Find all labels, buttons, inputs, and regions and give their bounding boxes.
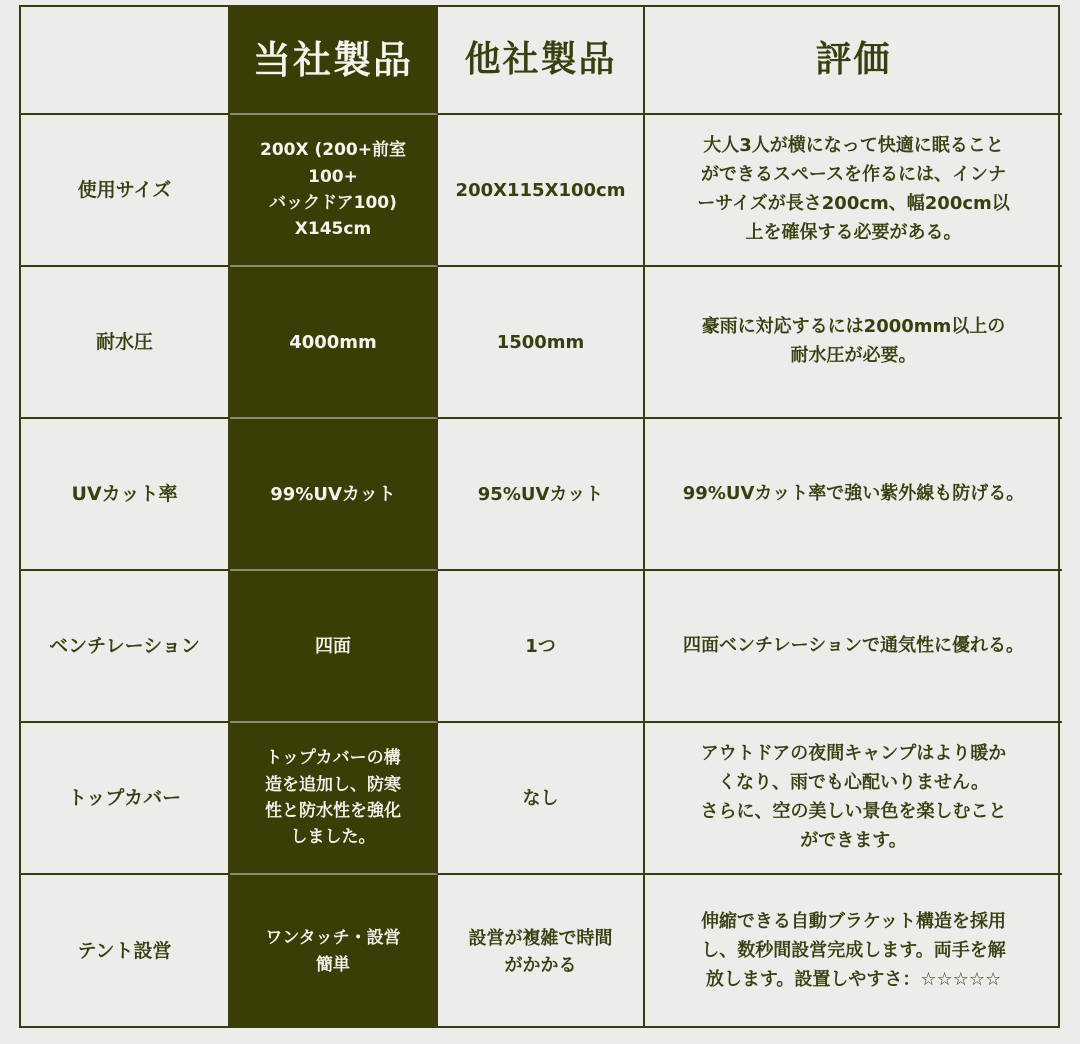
row-label-water-resistance xyxy=(21,267,230,419)
row-label-text: ベンチレーション xyxy=(49,634,200,657)
row-label-uv-cut xyxy=(21,419,230,571)
our-uv-cut-value: 99%UVカット xyxy=(230,419,438,571)
other-top-cover-value: なし xyxy=(438,723,645,875)
top-cover-evaluation: アウトドアの夜間キャンプはより暖か くなり、雨でも心配いりません。 さらに、空の美しい景色を楽しむこと ができます。 xyxy=(645,723,1062,875)
other-uv-cut-value: 95%UVカット xyxy=(438,419,645,571)
other-setup-value: 設営が複雑で時間 がかかる xyxy=(438,875,645,1028)
our-ventilation-value: 四面 xyxy=(230,571,438,723)
other-size-value: 200X115X100cm xyxy=(438,115,645,267)
row-label-text: UVカット率 xyxy=(71,482,178,505)
row-label-size xyxy=(21,115,230,267)
row-label-ventilation xyxy=(21,571,230,723)
row-label-text: 使用サイズ xyxy=(77,178,172,201)
header-other-product: 他社製品 xyxy=(438,7,645,115)
other-ventilation-value: 1つ xyxy=(438,571,645,723)
comparison-table xyxy=(19,5,1060,1028)
row-label-text: トップカバー xyxy=(67,786,182,809)
size-evaluation: 大人3人が横になって快適に眠ること ができるスペースを作るには、インナ ーサイズが長さ200cm、幅200cm以 上を確保する必要がある。 xyxy=(645,115,1062,267)
header-evaluation: 評価 xyxy=(645,7,1062,115)
header-our-product: 当社製品 xyxy=(230,7,438,115)
uv-cut-evaluation: 99%UVカット率で強い紫外線も防げる。 xyxy=(645,419,1062,571)
ventilation-evaluation: 四面ベンチレーションで通気性に優れる。 xyxy=(645,571,1062,723)
row-label-setup xyxy=(21,875,230,1028)
our-setup-value: ワンタッチ・設営 簡単 xyxy=(230,875,438,1028)
our-size-value: 200X (200+前室100+ バックドア100) X145cm xyxy=(230,115,438,267)
header-corner-cell xyxy=(21,7,230,115)
setup-evaluation: 伸縮できる自動ブラケット構造を採用 し、数秒間設営完成します。両手を解 放します。設置しやすさ：☆☆☆☆☆ xyxy=(700,911,1007,990)
our-top-cover-value: トップカバーの構 造を追加し、防寒 性と防水性を強化 しました。 xyxy=(230,723,438,875)
our-water-resistance-value: 4000mm xyxy=(230,267,438,419)
water-resistance-evaluation: 豪雨に対応するには2000mm以上の 耐水圧が必要。 xyxy=(645,267,1062,419)
row-label-top-cover xyxy=(21,723,230,875)
other-water-resistance-value: 1500mm xyxy=(438,267,645,419)
row-label-text: 耐水圧 xyxy=(95,330,153,353)
row-label-text: テント設営 xyxy=(77,940,172,963)
